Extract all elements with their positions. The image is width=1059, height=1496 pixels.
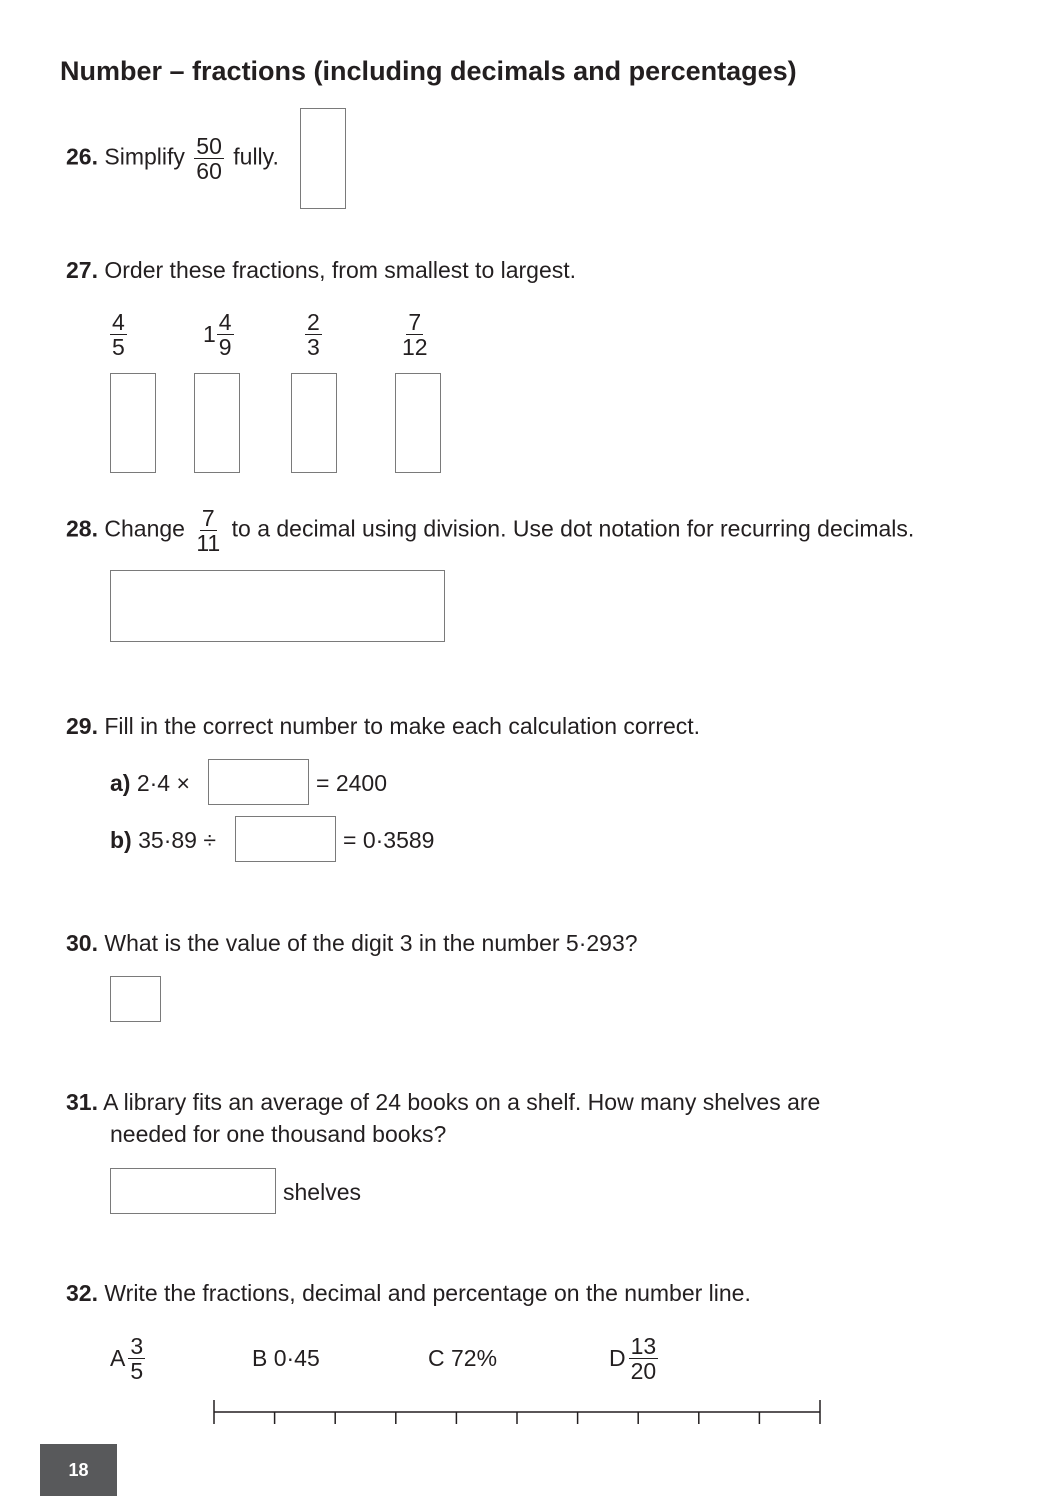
fraction-7-11	[194, 506, 222, 555]
calc-b-expression: 35·89 ÷	[138, 827, 216, 853]
question-text: Write the fractions, decimal and percentage on the number line.	[104, 1280, 751, 1306]
question-number: 31.	[66, 1089, 98, 1115]
number-line[interactable]	[205, 1395, 830, 1430]
fraction-4-9	[217, 310, 234, 359]
question-text-line-1: A library fits an average of 24 books on a shelf. How many shelves are	[103, 1089, 821, 1115]
whole-part: 1	[203, 321, 216, 347]
calc-a-left	[110, 769, 190, 797]
question-text: What is the value of the digit 3 in the number 5·293?	[104, 930, 638, 956]
option-label: A	[110, 1345, 126, 1371]
numerator: 3	[130, 1333, 144, 1359]
fraction-4-5	[110, 310, 127, 359]
question-number: 27.	[66, 257, 98, 283]
question-29	[66, 712, 700, 740]
question-32	[66, 1279, 751, 1307]
denominator: 3	[307, 334, 320, 360]
fraction-50-60	[194, 134, 224, 183]
denominator: 5	[112, 334, 125, 360]
answer-box-28[interactable]	[110, 570, 445, 642]
calc-a-expression: 2·4 ×	[136, 770, 190, 796]
denominator: 12	[402, 334, 428, 360]
answer-box-31[interactable]	[110, 1168, 276, 1214]
calc-b-left	[110, 826, 216, 854]
answer-box-30[interactable]	[110, 976, 161, 1022]
denominator: 11	[196, 530, 221, 556]
numerator: 2	[307, 309, 320, 335]
answer-box-27-4[interactable]	[395, 373, 441, 473]
option-a	[110, 1334, 148, 1383]
question-28	[66, 506, 914, 555]
denominator: 5	[130, 1358, 144, 1384]
question-text: Fill in the correct number to make each calculation correct.	[104, 713, 701, 739]
answer-box-27-3[interactable]	[291, 373, 337, 473]
part-label-a: a)	[110, 770, 131, 796]
answer-box-29a[interactable]	[208, 759, 309, 805]
fraction-7-12	[400, 310, 430, 359]
answer-box-27-1[interactable]	[110, 373, 156, 473]
denominator: 9	[218, 334, 232, 360]
unit-label: shelves	[283, 1179, 361, 1205]
question-number: 26.	[66, 143, 98, 170]
part-label-b: b)	[110, 827, 132, 853]
option-c: C 72%	[428, 1345, 498, 1371]
option-d	[609, 1334, 661, 1383]
mixed-number-1-4-9	[203, 310, 237, 359]
question-27	[66, 256, 576, 284]
fraction-3-5	[128, 1334, 145, 1383]
question-text: fully.	[233, 143, 279, 170]
numerator: 7	[201, 505, 215, 531]
question-30	[66, 929, 638, 957]
fraction-2-3	[305, 310, 322, 359]
numerator: 13	[630, 1333, 657, 1359]
question-number: 32.	[66, 1280, 98, 1306]
numerator: 50	[196, 133, 222, 159]
question-number: 29.	[66, 713, 98, 739]
answer-box-29b[interactable]	[235, 816, 336, 862]
numerator: 4	[218, 309, 232, 335]
option-b: B 0·45	[252, 1345, 320, 1371]
section-title: Number – fractions (including decimals and percentages)	[60, 56, 797, 86]
numerator: 7	[408, 309, 422, 335]
option-label: D	[609, 1345, 626, 1371]
fraction-13-20	[629, 1334, 659, 1383]
calc-a-result: = 2400	[316, 770, 387, 796]
question-26	[66, 134, 279, 183]
question-text-line-2: needed for one thousand books?	[110, 1121, 447, 1147]
denominator: 20	[630, 1358, 657, 1384]
question-text: Simplify	[104, 143, 185, 170]
question-number: 30.	[66, 930, 98, 956]
answer-box-27-2[interactable]	[194, 373, 240, 473]
numerator: 4	[112, 309, 125, 335]
question-text: Order these fractions, from smallest to largest.	[104, 257, 577, 283]
question-31	[66, 1088, 820, 1116]
denominator: 60	[196, 158, 222, 184]
answer-box-26[interactable]	[300, 108, 346, 209]
page-number: 18	[40, 1444, 117, 1496]
question-text: to a decimal using division. Use dot notation for recurring decimals.	[231, 515, 915, 542]
question-text: Change	[104, 515, 185, 542]
calc-b-result: = 0·3589	[343, 827, 435, 853]
question-number: 28.	[66, 515, 98, 542]
